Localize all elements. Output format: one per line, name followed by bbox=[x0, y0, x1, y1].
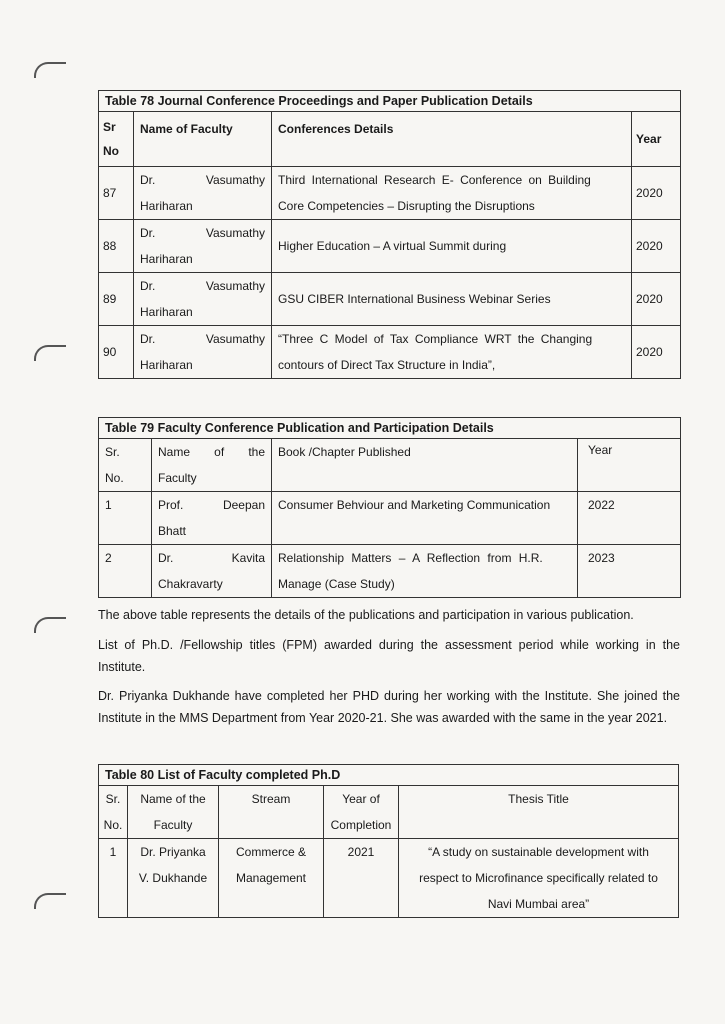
cell-conference-details: GSU CIBER International Business Webinar Series bbox=[272, 273, 632, 326]
paragraph-phd-intro: List of Ph.D. /Fellowship titles (FPM) awarded during the assessment period while working in the Institute. bbox=[98, 638, 680, 674]
cell-book: Relationship Matters – A Reflection from H.R. Manage (Case Study) bbox=[272, 545, 578, 598]
table-caption-row bbox=[99, 91, 681, 112]
col-header-stream: Stream bbox=[219, 786, 324, 839]
cell-faculty-name: Dr. Vasumathy Hariharan bbox=[134, 220, 272, 273]
table-80 bbox=[98, 764, 679, 918]
table-78-caption: Table 78 Journal Conference Proceedings and Paper Publication Details bbox=[99, 91, 681, 112]
cell-faculty-name: Dr. Vasumathy Hariharan bbox=[134, 273, 272, 326]
cell-year: 2020 bbox=[632, 220, 681, 273]
cell-stream: Commerce & Management bbox=[219, 839, 324, 918]
cell-year: 2023 bbox=[578, 545, 681, 598]
cell-faculty-name: Dr. Priyanka V. Dukhande bbox=[128, 839, 219, 918]
paragraph-phd-details: Dr. Priyanka Dukhande have completed her PHD during her working with the Institute. She joined the Institute in the MMS Department from Year 2020-21. She was awarded with the same in the year 2021. bbox=[98, 689, 680, 725]
punch-hole-mark bbox=[34, 893, 66, 909]
cell-sr: 1 bbox=[99, 492, 152, 545]
cell-faculty-name: Dr. Kavita Chakravarty bbox=[152, 545, 272, 598]
col-header-year: Year bbox=[632, 112, 681, 167]
col-header-name: Name of Faculty bbox=[134, 112, 272, 167]
col-header-details: Conferences Details bbox=[272, 112, 632, 167]
col-header-year: Year bbox=[578, 439, 681, 492]
punch-hole-mark bbox=[34, 617, 66, 633]
cell-conference-details: Higher Education – A virtual Summit during bbox=[272, 220, 632, 273]
cell-year: 2021 bbox=[324, 839, 399, 918]
cell-book: Consumer Behviour and Marketing Communication bbox=[272, 492, 578, 545]
col-header-sr: Sr No bbox=[99, 112, 134, 167]
col-header-sr: Sr. No. bbox=[99, 439, 152, 492]
table-row bbox=[99, 220, 681, 273]
table-78 bbox=[98, 90, 681, 379]
table-row bbox=[99, 326, 681, 379]
col-header-sr: Sr. No. bbox=[99, 786, 128, 839]
cell-faculty-name: Dr. Vasumathy Hariharan bbox=[134, 326, 272, 379]
cell-conference-details: Third International Research E- Conference on Building Core Competencies – Disrupting the Disruptions bbox=[272, 167, 632, 220]
col-header-name: Name of the Faculty bbox=[152, 439, 272, 492]
table-row bbox=[99, 545, 681, 598]
cell-sr: 1 bbox=[99, 839, 128, 918]
punch-hole-mark bbox=[34, 345, 66, 361]
table-row bbox=[99, 167, 681, 220]
paragraph-summary: The above table represents the details of the publications and participation in various publication. bbox=[98, 608, 634, 622]
table-row bbox=[99, 492, 681, 545]
table-row bbox=[99, 839, 679, 918]
table-80-caption: Table 80 List of Faculty completed Ph.D bbox=[99, 765, 679, 786]
cell-year: 2020 bbox=[632, 326, 681, 379]
table-79 bbox=[98, 417, 681, 598]
col-header-book: Book /Chapter Published bbox=[272, 439, 578, 492]
cell-sr: 87 bbox=[99, 167, 134, 220]
table-caption-row bbox=[99, 418, 681, 439]
col-header-thesis: Thesis Title bbox=[399, 786, 679, 839]
table-row bbox=[99, 273, 681, 326]
cell-year: 2020 bbox=[632, 167, 681, 220]
col-header-name: Name of the Faculty bbox=[128, 786, 219, 839]
table-header-row bbox=[99, 439, 681, 492]
cell-sr: 90 bbox=[99, 326, 134, 379]
cell-sr: 88 bbox=[99, 220, 134, 273]
cell-faculty-name: Dr. Vasumathy Hariharan bbox=[134, 167, 272, 220]
table-header-row bbox=[99, 786, 679, 839]
col-header-year: Year of Completion bbox=[324, 786, 399, 839]
table-caption-row bbox=[99, 765, 679, 786]
cell-sr: 89 bbox=[99, 273, 134, 326]
cell-year: 2022 bbox=[578, 492, 681, 545]
cell-year: 2020 bbox=[632, 273, 681, 326]
cell-thesis-title: “A study on sustainable development with respect to Microfinance specifically related to Navi Mumbai area” bbox=[399, 839, 679, 918]
table-79-caption: Table 79 Faculty Conference Publication and Participation Details bbox=[99, 418, 681, 439]
table-header-row bbox=[99, 112, 681, 167]
cell-conference-details: “Three C Model of Tax Compliance WRT the Changing contours of Direct Tax Structure in India”, bbox=[272, 326, 632, 379]
cell-sr: 2 bbox=[99, 545, 152, 598]
cell-faculty-name: Prof. Deepan Bhatt bbox=[152, 492, 272, 545]
punch-hole-mark bbox=[34, 62, 66, 78]
